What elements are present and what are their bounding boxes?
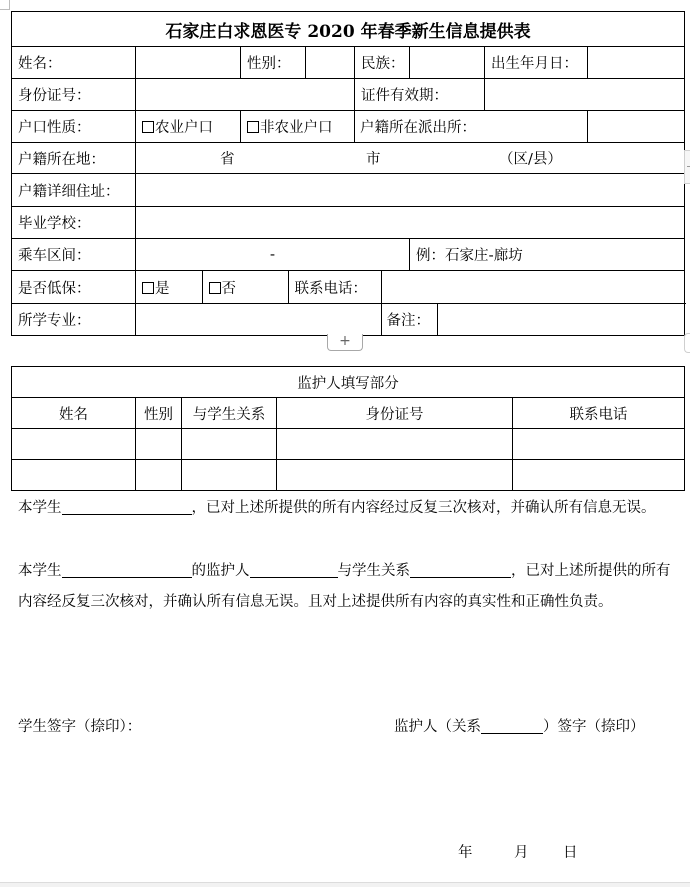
guardian-header-id-number: 身份证号 bbox=[277, 398, 513, 429]
guardian-signature-suffix: ）签字（捺印） bbox=[543, 719, 645, 735]
hukou-nonagri-text: 非农业户口 bbox=[260, 120, 333, 136]
graduated-school-field[interactable] bbox=[136, 207, 685, 239]
travel-section-label: 乘车区间： bbox=[12, 239, 136, 271]
guardian-relation-blank[interactable] bbox=[410, 561, 511, 578]
checkbox-icon[interactable] bbox=[247, 121, 259, 133]
hukou-type-label: 户口性质： bbox=[12, 111, 136, 143]
guardian-id-cell[interactable] bbox=[277, 460, 513, 491]
low-income-label: 是否低保： bbox=[12, 271, 136, 304]
guardian-declaration-text: ，已对上述所提供的所有内容经反复三次核对，并确认所有信息无误。且对上述提供所有内容的真实性和正确性负责。 bbox=[18, 563, 671, 610]
guardian-relation-sign-blank[interactable] bbox=[481, 717, 543, 734]
low-income-row bbox=[136, 271, 685, 304]
add-row-button[interactable]: + bbox=[327, 334, 363, 351]
hukou-location-field[interactable] bbox=[136, 143, 685, 174]
low-income-yes-option[interactable] bbox=[136, 271, 202, 303]
low-income-no-text: 否 bbox=[221, 280, 236, 297]
id-valid-field[interactable] bbox=[485, 79, 685, 111]
guardian-declaration-prefix: 本学生 bbox=[18, 563, 62, 579]
guardian-header-gender: 性别 bbox=[136, 398, 182, 429]
ethnicity-label: 民族： bbox=[355, 47, 410, 79]
table-resize-icon[interactable] bbox=[684, 333, 690, 353]
guardian-relation-cell[interactable] bbox=[182, 429, 277, 460]
city-suffix: 市 bbox=[366, 151, 381, 168]
guardian-signature-prefix: 监护人（关系 bbox=[394, 719, 481, 735]
year-label: 年 bbox=[458, 845, 473, 861]
guardian-declaration bbox=[18, 556, 678, 618]
hukou-address-field[interactable] bbox=[136, 174, 685, 207]
student-info-table bbox=[11, 11, 685, 336]
police-station-field[interactable] bbox=[588, 111, 685, 143]
guardian-gender-cell[interactable] bbox=[136, 460, 182, 491]
low-income-no-option[interactable] bbox=[202, 271, 288, 303]
document-title: 石家庄白求恩医专 2020 年春季新生信息提供表 bbox=[12, 12, 685, 47]
name-label: 姓名： bbox=[12, 47, 136, 79]
id-valid-label: 证件有效期： bbox=[355, 79, 485, 111]
page-corner-mark bbox=[0, 0, 10, 10]
guardian-name-cell[interactable] bbox=[12, 429, 136, 460]
hukou-agri-option[interactable] bbox=[136, 111, 241, 143]
guardian-id-cell[interactable] bbox=[277, 429, 513, 460]
major-row bbox=[136, 304, 685, 336]
status-bar bbox=[0, 882, 690, 887]
guardian-declaration-mid1: 的监护人 bbox=[191, 563, 250, 579]
student-declaration-text: ，已对上述所提供的所有内容经过反复三次核对，并确认所有信息无误。 bbox=[191, 500, 656, 516]
major-field[interactable] bbox=[136, 304, 381, 335]
graduated-school-label: 毕业学校： bbox=[12, 207, 136, 239]
checkbox-icon[interactable] bbox=[142, 282, 154, 294]
student-declaration bbox=[18, 493, 678, 524]
hukou-address-label: 户籍详细住址： bbox=[12, 174, 136, 207]
police-station-label: 户籍所在派出所： bbox=[355, 111, 588, 143]
guardian-table bbox=[11, 366, 685, 491]
checkbox-icon[interactable] bbox=[142, 121, 154, 133]
guardian-declaration-mid2: 与学生关系 bbox=[337, 563, 410, 579]
guardian-gender-cell[interactable] bbox=[136, 429, 182, 460]
guardian-phone-cell[interactable] bbox=[513, 460, 685, 491]
travel-section-example: 例：石家庄-廊坊 bbox=[410, 239, 685, 271]
hukou-nonagri-option[interactable] bbox=[241, 111, 355, 143]
guardian-name-cell[interactable] bbox=[12, 460, 136, 491]
id-number-field[interactable] bbox=[136, 79, 355, 111]
birthdate-field[interactable] bbox=[588, 47, 685, 79]
name-field[interactable] bbox=[136, 47, 241, 79]
hukou-location-label: 户籍所在地： bbox=[12, 143, 136, 174]
student-signature-label: 学生签字（捺印）： bbox=[18, 719, 142, 735]
student-declaration-prefix: 本学生 bbox=[18, 500, 62, 516]
table-row bbox=[12, 460, 685, 491]
guardian-phone-cell[interactable] bbox=[513, 429, 685, 460]
low-income-yes-text: 是 bbox=[155, 280, 170, 297]
district-suffix: （区/县） bbox=[499, 151, 562, 168]
column-resize-handle[interactable] bbox=[684, 150, 690, 184]
guardian-table-title: 监护人填写部分 bbox=[12, 367, 685, 398]
phone-label: 联系电话： bbox=[288, 271, 381, 303]
phone-field[interactable] bbox=[381, 271, 684, 303]
student-name-blank[interactable] bbox=[62, 498, 192, 515]
province-suffix: 省 bbox=[220, 151, 235, 168]
guardian-relation-cell[interactable] bbox=[182, 460, 277, 491]
ethnicity-field[interactable] bbox=[410, 47, 485, 79]
gender-label: 性别： bbox=[241, 47, 306, 79]
hukou-agri-text: 农业户口 bbox=[155, 120, 213, 136]
table-row bbox=[12, 429, 685, 460]
guardian-signature bbox=[394, 715, 645, 736]
day-label: 日 bbox=[563, 845, 578, 861]
remarks-field[interactable] bbox=[437, 304, 684, 335]
guardian-name-blank[interactable] bbox=[250, 561, 338, 578]
remarks-label: 备注： bbox=[381, 304, 437, 335]
guardian-header-relation: 与学生关系 bbox=[182, 398, 277, 429]
guardian-header-phone: 联系电话 bbox=[513, 398, 685, 429]
guardian-student-name-blank[interactable] bbox=[62, 561, 192, 578]
checkbox-icon[interactable] bbox=[209, 282, 221, 294]
guardian-header-name: 姓名 bbox=[12, 398, 136, 429]
major-label: 所学专业： bbox=[12, 304, 136, 336]
birthdate-label: 出生年月日： bbox=[485, 47, 588, 79]
gender-field[interactable] bbox=[306, 47, 355, 79]
travel-section-field[interactable]: - bbox=[136, 239, 410, 271]
month-label: 月 bbox=[514, 845, 529, 861]
id-number-label: 身份证号： bbox=[12, 79, 136, 111]
